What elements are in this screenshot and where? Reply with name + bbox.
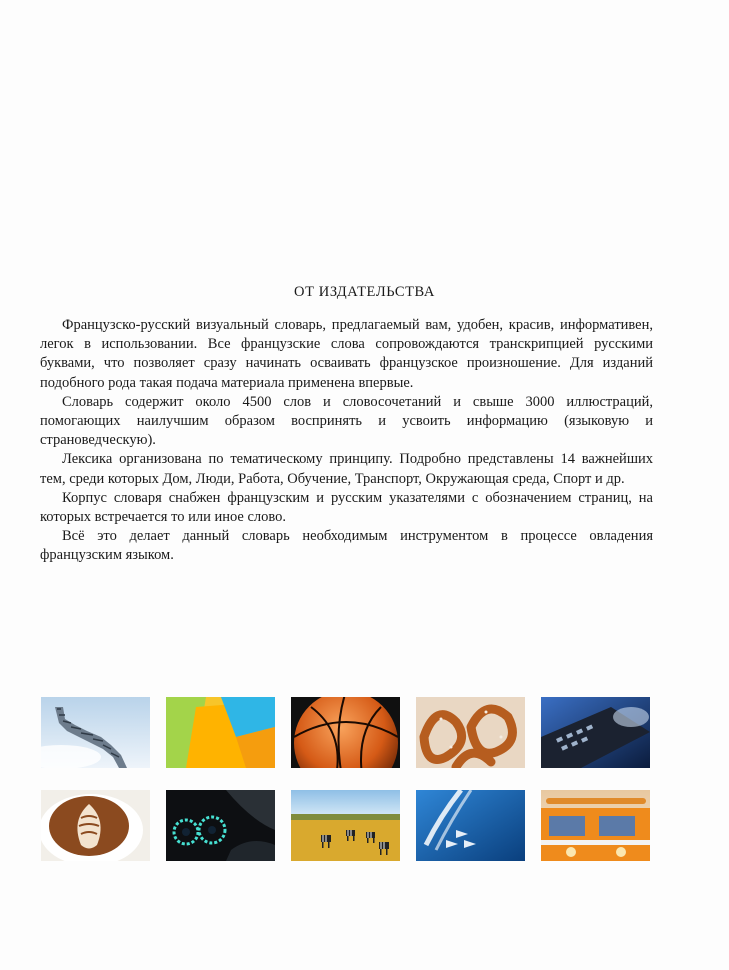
car-dashboard-photo <box>166 790 275 861</box>
paragraph: Корпус словаря снабжен французским и русским указателями с обозначением страниц, на которых встречается то или иное слово. <box>40 489 653 526</box>
basketball-photo <box>291 697 400 768</box>
cappuccino-photo <box>41 790 150 861</box>
page-heading: ОТ ИЗДАТЕЛЬСТВА <box>294 284 435 300</box>
shopping-bags-photo <box>166 697 275 768</box>
paragraph: Лексика организована по тематическому принципу. Подробно представлены 14 важнейших тем, среди которых Дом, Люди, Работа, Обучение, Транспорт, Окружающая среда, Спорт и др. <box>40 451 653 487</box>
publisher-note <box>40 316 653 566</box>
paragraph: Словарь содержит около 4500 слов и словосочетаний и свыше 3000 иллюстраций, помогающих наилучшим образом воспринять и усвоить информацию (языковую и страноведческую). <box>40 393 653 449</box>
surf-van-photo <box>541 790 650 861</box>
paragraph: Французско-русский визуальный словарь, предлагаемый вам, удобен, красив, информативен, легок в использовании. Все французские слова сопровождаются транскрипцией русскими буквами, что позволяет сразу начинать осваивать французское произношение. Для изданий подобного рода такая подача материала применена впервые. <box>40 317 653 391</box>
photo-strip <box>41 697 654 863</box>
airplanes-sky-photo <box>416 790 525 861</box>
paragraph: Всё это делает данный словарь необходимым инструментом в процессе овладения французским языком. <box>40 528 653 564</box>
laptop-keyboard-photo <box>541 697 650 768</box>
zebras-savanna-photo <box>291 790 400 861</box>
staircase-sky-photo <box>41 697 150 768</box>
pretzels-photo <box>416 697 525 768</box>
